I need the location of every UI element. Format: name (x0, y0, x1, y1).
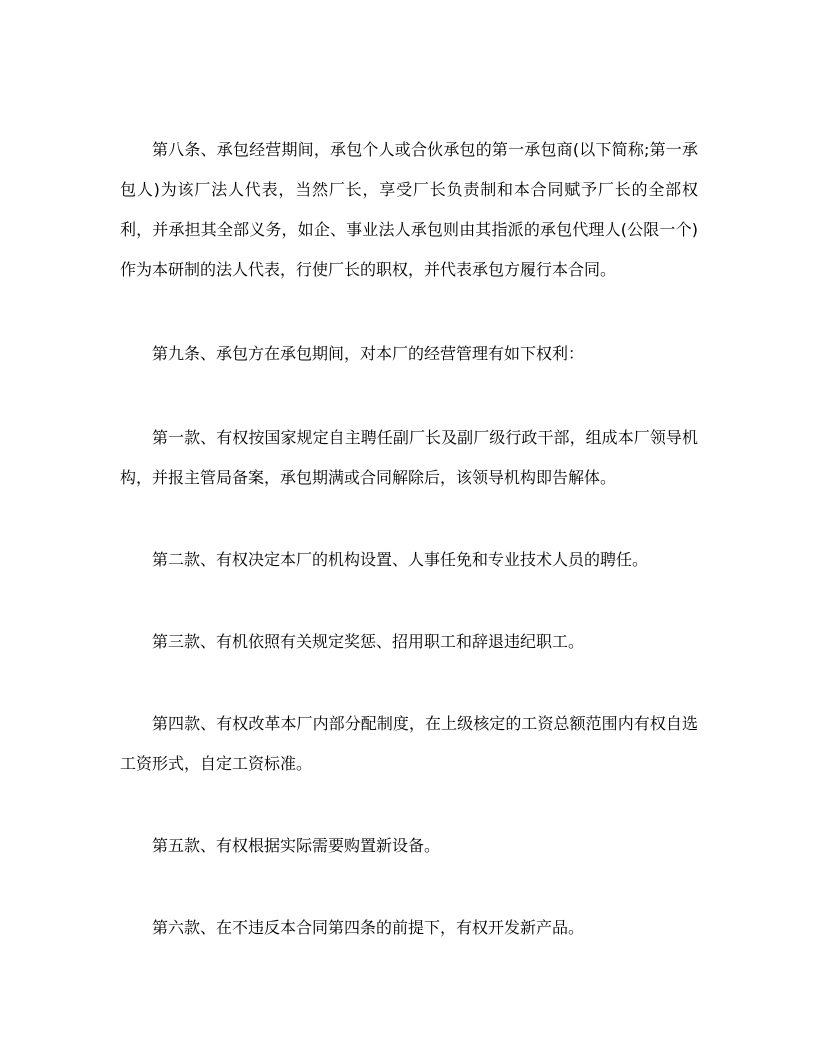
clause-5-paragraph: 第五款、有权根据实际需要购置新设备。 (152, 836, 441, 855)
clause-1-paragraph: 第一款、有权按国家规定自主聘任副厂长及副厂级行政干部，组成本厂领导机构，并报主管局备案，承包期满或合同解除后，该领导机构即告解体。 (120, 428, 698, 487)
clause-3-paragraph: 第三款、有机依照有关规定奖惩、招用职工和辞退违纪职工。 (152, 632, 585, 651)
clause-4-paragraph: 第四款、有权改革本厂内部分配制度，在上级核定的工资总额范围内有权自选工资形式，自定工资标准。 (120, 714, 698, 773)
article-8-paragraph: 第八条、承包经营期间，承包个人或合伙承包的第一承包商(以下简称;第一承包人)为该厂法人代表，当然厂长，享受厂长负责制和本合同赋予厂长的全部权利，并承担其全部义务，如企、事业法人承包则由其指派的承包代理人(公限一个)作为本研制的法人代表，行使厂长的职权，并代表承包方履行本合同。 (120, 140, 698, 279)
clause-6-paragraph: 第六款、在不违反本合同第四条的前提下，有权开发新产品。 (152, 918, 585, 937)
document-body (120, 130, 698, 948)
clause-2-paragraph: 第二款、有权决定本厂的机构设置、人事任免和专业技术人员的聘任。 (152, 550, 649, 569)
article-9-paragraph: 第九条、承包方在承包期间，对本厂的经营管理有如下权利： (152, 344, 585, 363)
